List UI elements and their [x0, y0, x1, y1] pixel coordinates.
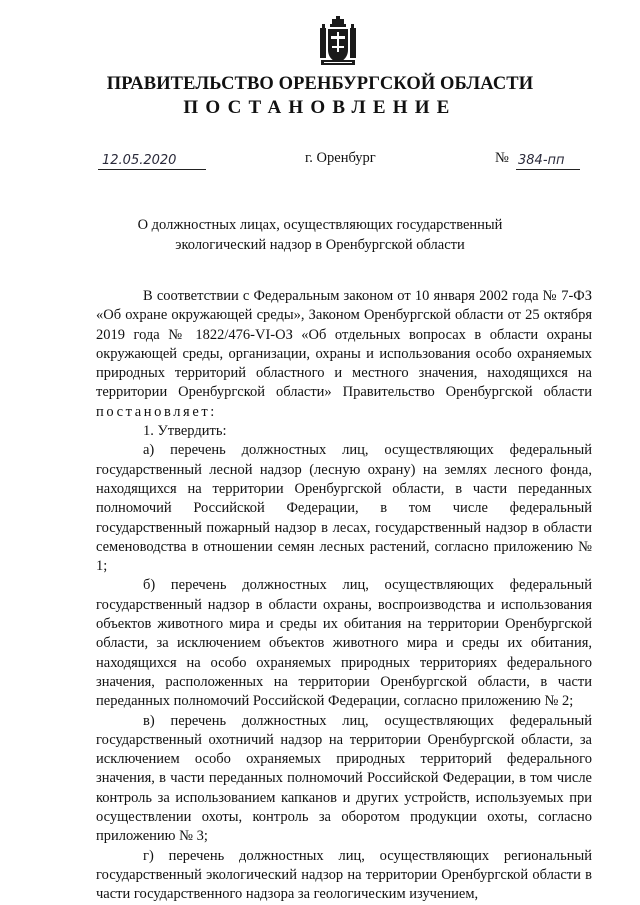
- item-a: а) перечень должностных лиц, осуществляющих федеральный государственный лесной надзор (лесную охрану) на землях лесного фонда, находящихся на территории Оренбургской области, в части переданных полномочий Российской Федерации, в том числе федеральный государственный пожарный надзор в лесах, государственный надзор в области семеноводства в отношении семян лесных растений, согласно приложению № 1;: [96, 442, 592, 575]
- city: г. Оренбург: [305, 150, 376, 166]
- organization-name: ПРАВИТЕЛЬСТВО ОРЕНБУРГСКОЙ ОБЛАСТИ: [106, 74, 534, 94]
- item-1: 1. Утвердить:: [143, 423, 227, 440]
- document-number: 384-пп: [516, 153, 580, 170]
- item-b: б) перечень должностных лиц, осуществляющих федеральный государственный надзор в области охраны, воспроизводства и использования объектов животного мира и среды их обитания на территории Оренбургской области, за исключением объектов животного мира и среды их обитания, находящихся на особо охраняемых природных территориях федерального значения, расположенных на территории Оренбургской области, в части переданных полномочий Российской Федерации, согласно приложению № 2;: [96, 577, 592, 710]
- intro-text: В соответствии с Федеральным законом от 10 января 2002 года № 7-ФЗ «Об охране окружающей среды», Законом Оренбургской области от 25 октября 2019 года № 1822/476-VI-ОЗ «Об отдельных вопросах в области охраны окружающей среды, организации, охраны и использования особо охраняемых природных территорий областного и местного значения, находящихся на территории Оренбургской области» Правительство Оренбургской области: [96, 288, 592, 401]
- coat-of-arms-emblem: [318, 16, 358, 68]
- intro-paragraph: [96, 287, 592, 422]
- document-body: [96, 287, 592, 905]
- number-sign: №: [495, 150, 509, 166]
- title-line-2: экологический надзор в Оренбургской области: [175, 236, 465, 253]
- intro-decree-word: постановляет:: [96, 403, 217, 420]
- document-type: ПОСТАНОВЛЕНИЕ: [183, 97, 457, 118]
- title-line-1: О должностных лицах, осуществляющих государственный: [137, 217, 503, 233]
- document-date: 12.05.2020: [98, 153, 206, 170]
- document-title: [0, 216, 640, 255]
- item-d: г) перечень должностных лиц, осуществляющих региональный государственный экологический надзор на территории Оренбургской области в части государственного надзора за геологическим изучением,: [96, 847, 592, 903]
- item-c: в) перечень должностных лиц, осуществляющих федеральный государственный охотничий надзор на территории Оренбургской области, за исключением особо охраняемых природных территорий федерального значения, в части переданных полномочий Российской Федерации, в том числе контроль за использованием капканов и других устройств, используемых при осуществлении охоты, контроль за оборотом продукции охоты, согласно приложению № 3;: [96, 712, 592, 845]
